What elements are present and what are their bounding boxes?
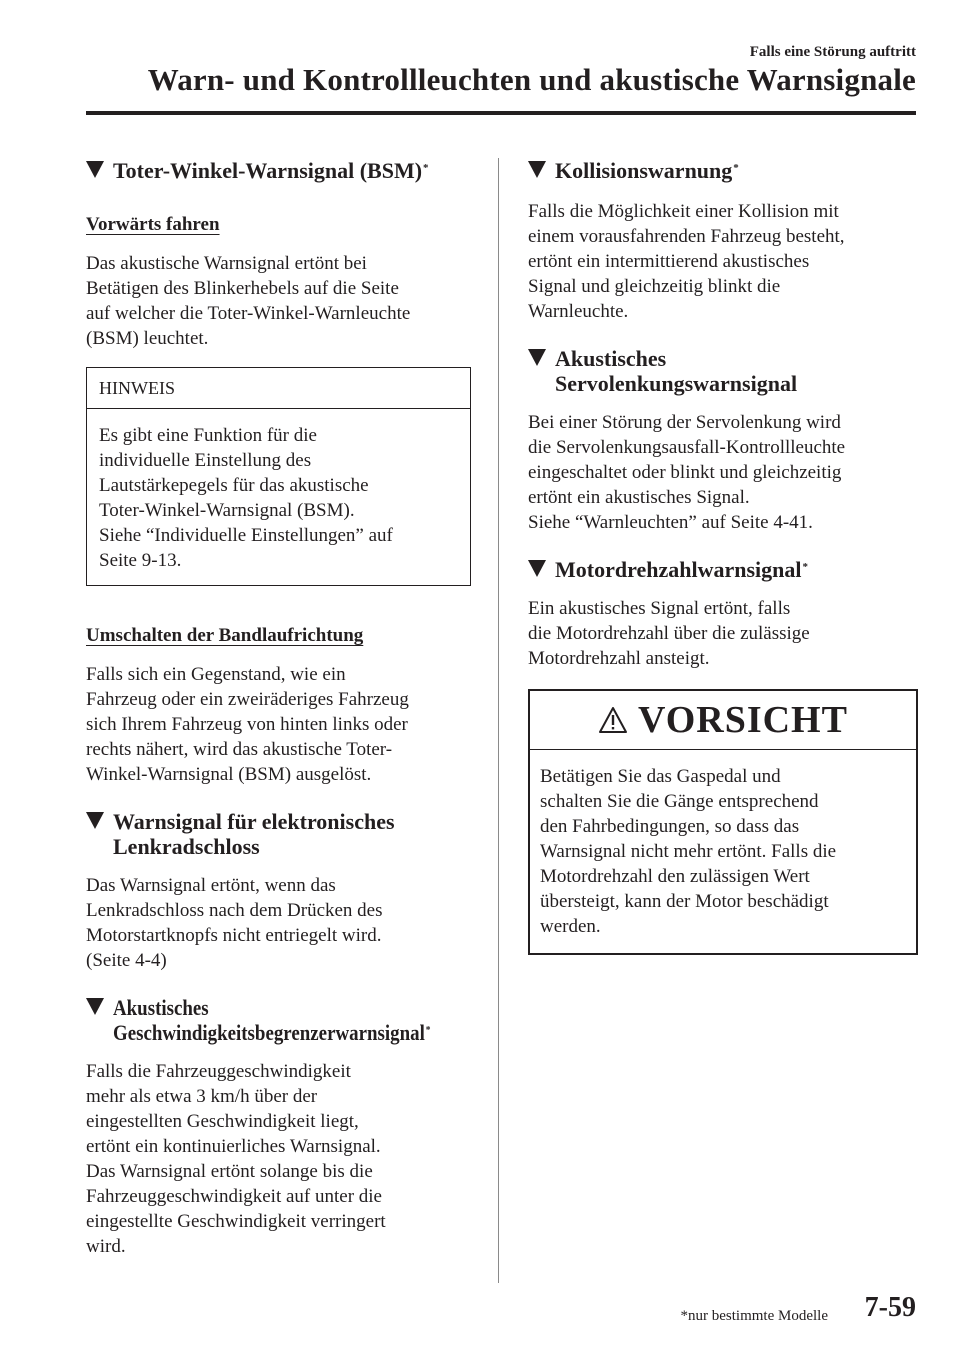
section-heading-power-steering: Akustisches Servolenkungswarnsignal: [528, 346, 918, 396]
paragraph-bsm-forward: Das akustische Warnsignal ertönt bei Betätigen des Blinkerhebels auf die Seite auf welcher die Toter-Winkel-Warnleuchte (BSM) leuchtet.: [86, 253, 411, 349]
section-heading-speed-limiter: Akustisches Geschwindigkeitsbegrenzerwarnsignal*: [86, 995, 471, 1045]
note-body: Es gibt eine Funktion für die individuelle Einstellung des Lautstärkepegels für das akustische Toter-Winkel-Warnsignal (BSM). Siehe “Individuelle Einstellungen” auf Seite 9-13.: [99, 425, 393, 571]
header-rule: [86, 111, 916, 115]
triangle-marker-icon: [86, 161, 104, 178]
optional-marker: *: [733, 162, 739, 174]
right-column: [528, 158, 918, 955]
left-column: [86, 158, 471, 1259]
caution-box: [528, 689, 918, 955]
optional-marker: *: [802, 561, 808, 573]
paragraph-power-steering: Bei einer Störung der Servolenkung wird die Servolenkungsausfall-Kontrollleuchte eingeschaltet oder blinkt und gleichzeitig ertönt ein akustisches Signal. Siehe “Warnleuchten” auf Seite 4-41.: [528, 412, 846, 533]
section-heading-engine-rpm: Motordrehzahlwarnsignal*: [528, 557, 918, 582]
caution-body: Betätigen Sie das Gaspedal und schalten Sie die Gänge entsprechend den Fahrbedingungen, so dass das Warnsignal nicht mehr ertönt. Falls die Motordrehzahl den zulässigen Wert übersteigt, kann der Motor beschädigt werden.: [540, 766, 837, 937]
caution-header: [530, 691, 916, 750]
column-divider: [498, 158, 499, 1283]
running-header-title: Warn- und Kontrollleuchten und akustische Warnsignale: [147, 62, 916, 97]
triangle-marker-icon: [528, 161, 546, 178]
triangle-marker-icon: [528, 349, 546, 366]
optional-marker: *: [423, 162, 429, 174]
triangle-marker-icon: [86, 998, 104, 1015]
section-heading-collision: Kollisionswarnung*: [528, 158, 918, 183]
page-number: 7-59: [864, 1292, 916, 1323]
section-heading-bsm: Toter-Winkel-Warnsignal (BSM)*: [86, 158, 471, 183]
paragraph-steering-lock: Das Warnsignal ertönt, wenn das Lenkradschloss nach dem Drücken des Motorstartknopfs nicht entriegelt wird. (Seite 4-4): [86, 875, 383, 971]
running-header-subtitle: Falls eine Störung auftritt: [749, 44, 916, 60]
footer-footnote: *nur bestimmte Modelle: [680, 1308, 828, 1324]
optional-marker: *: [425, 1024, 431, 1036]
section-heading-steering-lock: Warnsignal für elektronisches Lenkradschloss: [86, 809, 471, 859]
triangle-marker-icon: [86, 812, 104, 829]
paragraph-bsm-band: Falls sich ein Gegenstand, wie ein Fahrzeug oder ein zweiräderiges Fahrzeug sich Ihrem Fahrzeug von hinten links oder rechts nähert, wird das akustische Toter- Winkel-Warnsignal (BSM) ausgelöst.: [86, 664, 409, 785]
note-label: HINWEIS: [87, 368, 470, 409]
subheading-forward: Vorwärts fahren: [86, 214, 220, 235]
caution-label: VORSICHT: [638, 699, 848, 741]
paragraph-speed-limiter: Falls die Fahrzeuggeschwindigkeit mehr als etwa 3 km/h über der eingestellten Geschwindigkeit liegt, ertönt ein kontinuierliches Warnsignal. Das Warnsignal ertönt solange bis die Fahrzeuggeschwindigkeit auf unter die eingestellte Geschwindigkeit verringert wird.: [86, 1061, 386, 1257]
triangle-marker-icon: [528, 560, 546, 577]
paragraph-collision: Falls die Möglichkeit einer Kollision mit einem vorausfahrenden Fahrzeug besteht, ertönt ein intermittierend akustisches Signal und gleichzeitig blinkt die Warnleuchte.: [528, 201, 845, 322]
subheading-band-switch: Umschalten der Bandlaufrichtung: [86, 625, 364, 646]
note-box: [86, 367, 471, 586]
paragraph-engine-rpm: Ein akustisches Signal ertönt, falls die Motordrehzahl über die zulässige Motordrehzahl ansteigt.: [528, 598, 810, 669]
warning-triangle-icon: [598, 706, 628, 734]
